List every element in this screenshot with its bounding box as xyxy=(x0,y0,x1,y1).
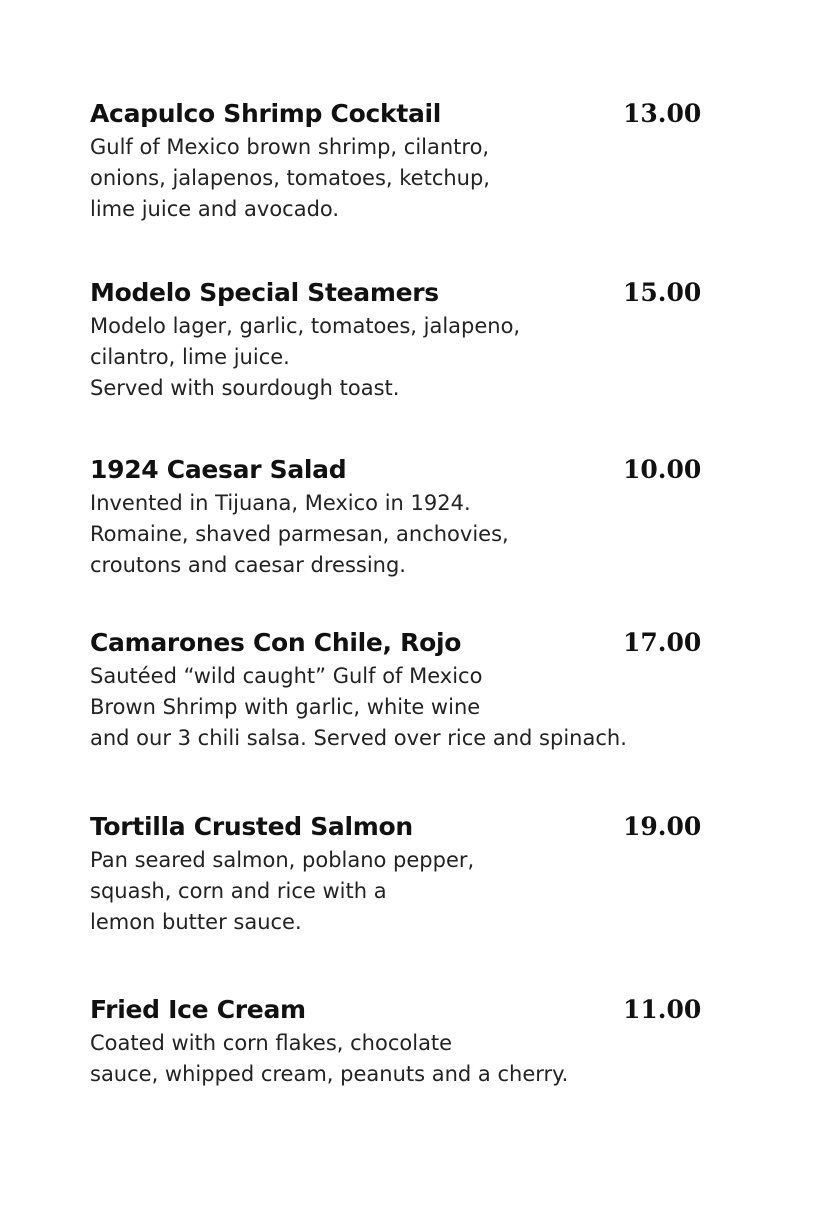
menu-item-description xyxy=(90,661,700,754)
menu-item-header xyxy=(90,992,700,1028)
description-line: Served with sourdough toast. xyxy=(90,376,400,400)
menu-item-1924-caesar-salad xyxy=(90,452,700,581)
description-line: Gulf of Mexico brown shrimp, cilantro, xyxy=(90,135,490,159)
menu-item-description xyxy=(90,132,700,225)
description-line: squash, corn and rice with a xyxy=(90,879,387,903)
description-line: Coated with corn flakes, chocolate xyxy=(90,1031,453,1055)
description-line: Sautéed “wild caught” Gulf of Mexico xyxy=(90,664,483,688)
menu-item-name: Acapulco Shrimp Cocktail xyxy=(90,99,442,128)
menu-item-header xyxy=(90,809,700,845)
description-line: Pan seared salmon, poblano pepper, xyxy=(90,848,475,872)
menu-item-description xyxy=(90,1028,700,1090)
menu-item-price: 19.00 xyxy=(623,812,702,841)
menu-item-description xyxy=(90,845,700,938)
description-line: Romaine, shaved parmesan, anchovies, xyxy=(90,522,509,546)
menu-item-modelo-special-steamers xyxy=(90,275,700,404)
description-line: Brown Shrimp with garlic, white wine xyxy=(90,695,481,719)
description-line: onions, jalapenos, tomatoes, ketchup, xyxy=(90,166,490,190)
description-line: lime juice and avocado. xyxy=(90,197,340,221)
menu-item-fried-ice-cream xyxy=(90,992,700,1090)
description-line: Invented in Tijuana, Mexico in 1924. xyxy=(90,491,471,515)
menu-item-name: Tortilla Crusted Salmon xyxy=(90,812,413,841)
description-line: and our 3 chili salsa. Served over rice and spinach. xyxy=(90,726,627,750)
menu-item-name: Modelo Special Steamers xyxy=(90,278,439,307)
menu-item-header xyxy=(90,275,700,311)
description-line: lemon butter sauce. xyxy=(90,910,302,934)
description-line: sauce, whipped cream, peanuts and a cherry. xyxy=(90,1062,569,1086)
menu-item-header xyxy=(90,452,700,488)
menu-item-name: Fried Ice Cream xyxy=(90,995,306,1024)
menu-item-name: 1924 Caesar Salad xyxy=(90,455,347,484)
menu-item-header xyxy=(90,625,700,661)
menu-item-price: 13.00 xyxy=(623,99,702,128)
description-line: cilantro, lime juice. xyxy=(90,345,290,369)
description-line: croutons and caesar dressing. xyxy=(90,553,406,577)
menu-item-header xyxy=(90,96,700,132)
menu-item-acapulco-shrimp-cocktail xyxy=(90,96,700,225)
menu-item-price: 17.00 xyxy=(623,628,702,657)
menu-item-price: 10.00 xyxy=(623,455,702,484)
menu-item-description xyxy=(90,488,700,581)
menu-item-price: 15.00 xyxy=(623,278,702,307)
menu-item-name: Camarones Con Chile, Rojo xyxy=(90,628,462,657)
menu-item-price: 11.00 xyxy=(623,995,702,1024)
menu-item-camarones-con-chile-rojo xyxy=(90,625,700,754)
menu-item-description xyxy=(90,311,700,404)
menu-item-tortilla-crusted-salmon xyxy=(90,809,700,938)
description-line: Modelo lager, garlic, tomatoes, jalapeno, xyxy=(90,314,521,338)
